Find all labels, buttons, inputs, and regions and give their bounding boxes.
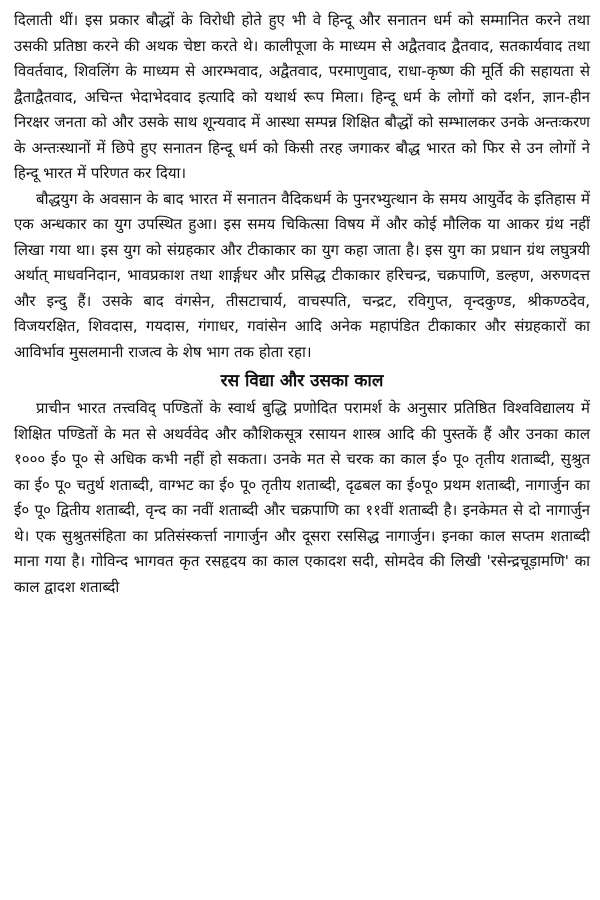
section-heading: रस विद्या और उसका काल xyxy=(220,371,384,391)
paragraph-1: दिलाती थीं। इस प्रकार बौद्धों के विरोधी होते हुए भी वे हिन्दू और सनातन धर्म को सम्मानित करने तथा उसकी प्रतिष्ठा करने की अथक चेष्टा करते थे। कालीपूजा के माध्यम से अद्वैतवाद द्वैतवाद, सतकार्यवाद तथा विवर्तवाद, शिवलिंग के माध्यम से आरम्भवाद, अद्वैतवाद, परमाणुवाद, राधा-कृष्ण की मूर्ति की सहायता से द्वैताद्वैतवाद, अचिन्त भेदाभेदवाद इत्यादि को यथार्थ रूप मिला। हिन्दू धर्म के लोगों को दर्शन, ज्ञान-हीन निरक्षर जनता को और उसके साथ शून्यवाद में आस्था सम्पन्न शिक्षित बौद्धों को सम्भालकर उनके अन्तःकरण के अन्तःस्थानों में छिपे हुए सनातन हिन्दू धर्म को किसी तरह जगाकर बौद्ध भारत को फिर से उन लोगों ने हिन्दू भारत में परिणत कर दिया। xyxy=(14,11,590,182)
paragraph-3: प्राचीन भारत तत्त्वविद् पण्डितों के स्वार्थ बुद्धि प्रणोदित परामर्श के अनुसार प्रतिष्ठित विश्वविद्यालय में शिक्षित पण्डितों के मत से अथर्ववेद और कौशिकसूत्र रसायन शास्त्र आदि की पुस्तकें हैं और उनका काल १००० ई० पू० से अधिक कभी नहीं हो सकता। उनके मत से चरक का काल ई० पू० तृतीय शताब्दी, सुश्रुत का ई० पू० चतुर्थ शताब्दी, वाग्भट का ई० पू० तृतीय शताब्दी, दृढबल का ई०पू० प्रथम शताब्दी, नागार्जुन का ई० पू० द्वितीय शताब्दी, वृन्द का नवीं शताब्दी और चक्रपाणि का ११वीं शताब्दी है। इनकेमत से दो नागार्जुन थे। एक सुश्रुतसंहिता का प्रतिसंस्कर्त्ता नागार्जुन और दूसरा रससिद्ध नागार्जुन। इनका काल सप्तम शताब्दी माना गया है। गोविन्द भागवत कृत रसहृदय का काल एकादश सदी, सोमदेव की लिखी 'रसेन्द्रचूड़ामणि' का काल द्वादश शताब्दी xyxy=(14,399,590,596)
paragraph-2: बौद्धयुग के अवसान के बाद भारत में सनातन वैदिकधर्म के पुनरभ्युत्थान के समय आयुर्वेद के इतिहास में एक अन्धकार का युग उपस्थित हुआ। इस समय चिकित्सा विषय में और कोई मौलिक या आकर ग्रंथ नहीं लिखा गया था। इस युग को संग्रहकार और टीकाकार का युग कहा जाता है। इस युग का प्रधान ग्रंथ लघुत्रयी अर्थात् माधवनिदान, भावप्रकाश तथा शार्ङ्गधर और प्रसिद्ध टीकाकार हरिचन्द्र, चक्रपाणि, डल्हण, अरुणदत्त और इन्दु हैं। उसके बाद वंगसेन, तीसटाचार्य, वाचस्पति, चन्द्रट, रविगुप्त, वृन्दकुण्ड, श्रीकण्ठदेव, विजयरक्षित, शिवदास, गयदास, गंगाधर, गवांसेन आदि अनेक महापंडित टीकाकार और संग्रहकारों का आविर्भाव मुसलमानी राजत्व के शेष भाग तक होता रहा। xyxy=(14,189,590,361)
